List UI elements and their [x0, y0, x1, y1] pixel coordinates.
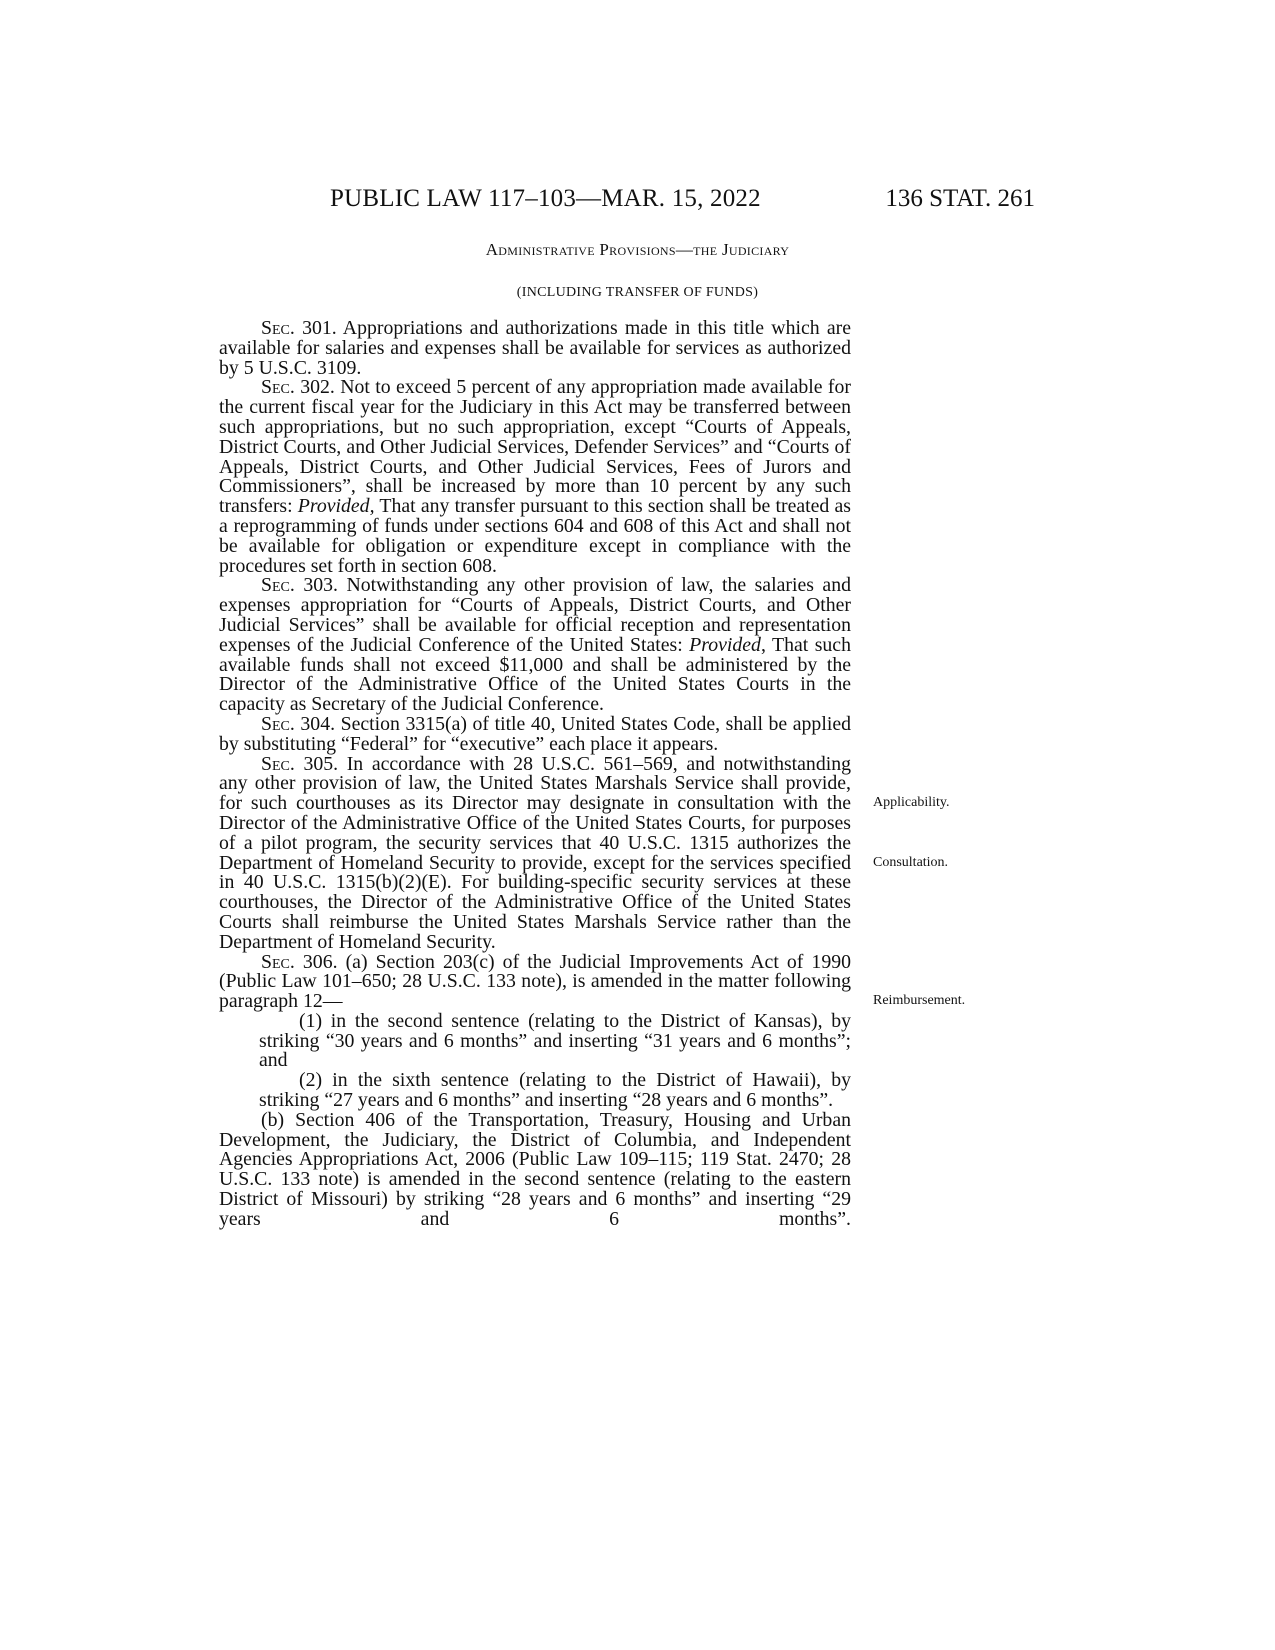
- margin-note-consultation: Consultation.: [873, 855, 949, 870]
- section-302-text-a: . 302. Not to exceed 5 percent of any appropriation made available for the current fiscal year for the Judiciary in this Act may be transferred between such appropriations, but no such appropriation, except “Courts of Appeals, District Courts, and Other Judicial Services, Defender Services” and “Courts of Appeals, District Courts, and Other Judicial Services, Fees of Jurors and Commissioners”, shall be increased by more than 10 percent by any such transfers:: [219, 376, 851, 518]
- sec-label: Sec: [261, 712, 290, 735]
- section-305-text: . 305. In accordance with 28 U.S.C. 561–569, and notwithstanding any other provision of law, the United States Marshals Service shall provide, for such courthouses as its Director may designate in consultation with the Director of the Administrative Office of the United States Courts, for purposes of a pilot program, the security services that 40 U.S.C. 1315 authorizes the Department of Homeland Security to provide, except for the services specified in 40 U.S.C. 1315(b)(2)(E). For building-specific security services at these courthouses, the Director of the Administrative Office of the United States Courts shall reimburse the United States Marshals Service rather than the Department of Homeland Security.: [219, 752, 851, 953]
- section-306: [219, 950, 851, 1013]
- section-306-para-1: (1) in the second sentence (relating to the District of Kansas), by striking “30 years and 6 months” and inserting “31 years and 6 months”; and: [259, 1009, 851, 1072]
- section-304-text: . 304. Section 3315(a) of title 40, United States Code, shall be applied by substituting “Federal” for “executive” each place it appears.: [219, 712, 851, 755]
- sec-label: Sec: [261, 752, 290, 775]
- section-303-text-b: , That such available funds shall not exceed $11,000 and shall be administered by the Director of the Administrative Office of the United States Courts in the capacity as Secretary of the Judicial Conference.: [219, 633, 851, 716]
- page-header: [0, 185, 1275, 217]
- section-301-text: . 301. Appropriations and authorizations made in this title which are available for salaries and expenses shall be available for services as authorized by 5 U.S.C. 3109.: [219, 317, 851, 379]
- sec-label: Sec: [261, 950, 290, 973]
- sec-label: Sec: [261, 574, 290, 597]
- header-stat-page: 136 STAT. 261: [885, 185, 1035, 212]
- provided-term: Provided: [689, 633, 761, 656]
- header-title: PUBLIC LAW 117–103—MAR. 15, 2022: [330, 185, 761, 212]
- margin-note-applicability: Applicability.: [873, 795, 950, 810]
- body-text: [219, 319, 851, 1230]
- section-306-para-2: (2) in the sixth sentence (relating to the District of Hawaii), by striking “27 years and 6 months” and inserting “28 years and 6 months”.: [259, 1069, 851, 1112]
- section-303-text-a: . 303. Notwithstanding any other provision of law, the salaries and expenses appropriation for “Courts of Appeals, District Courts, and Other Judicial Services” shall be available for official reception and representation expenses of the Judicial Conference of the United States:: [219, 574, 851, 656]
- section-heading: Administrative Provisions—the Judiciary: [485, 240, 790, 259]
- margin-note-reimbursement: Reimbursement.: [873, 993, 966, 1008]
- sub-heading: (INCLUDING TRANSFER OF FUNDS): [516, 285, 759, 300]
- provided-term: Provided,: [297, 495, 375, 518]
- sec-label: Sec: [261, 317, 290, 339]
- section-302: [219, 378, 851, 576]
- section-303: [219, 576, 851, 715]
- section-305: [219, 752, 851, 953]
- section-304: [219, 712, 851, 755]
- section-306-b: (b) Section 406 of the Transportation, Treasury, Housing and Urban Development, the Judiciary, the District of Columbia, and Independent Agencies Appropriations Act, 2006 (Public Law 109–115; 119 Stat. 2470; 28 U.S.C. 133 note) is amended in the second sentence (relating to the eastern District of Missouri) by striking “28 years and 6 months” and inserting “29 years and 6 months”.: [219, 1108, 851, 1230]
- sec-label: Sec: [261, 376, 290, 399]
- section-301: [219, 319, 851, 378]
- section-302-text-b: That any transfer pursuant to this section shall be treated as a reprogramming of funds under sections 604 and 608 of this Act and shall not be available for obligation or expenditure except in compliance with the procedures set forth in section 608.: [219, 495, 851, 577]
- section-306-text-a: . 306. (a) Section 203(c) of the Judicial Improvements Act of 1990 (Public Law 101–650; 28 U.S.C. 133 note), is amended in the matter following paragraph 12—: [219, 950, 851, 1013]
